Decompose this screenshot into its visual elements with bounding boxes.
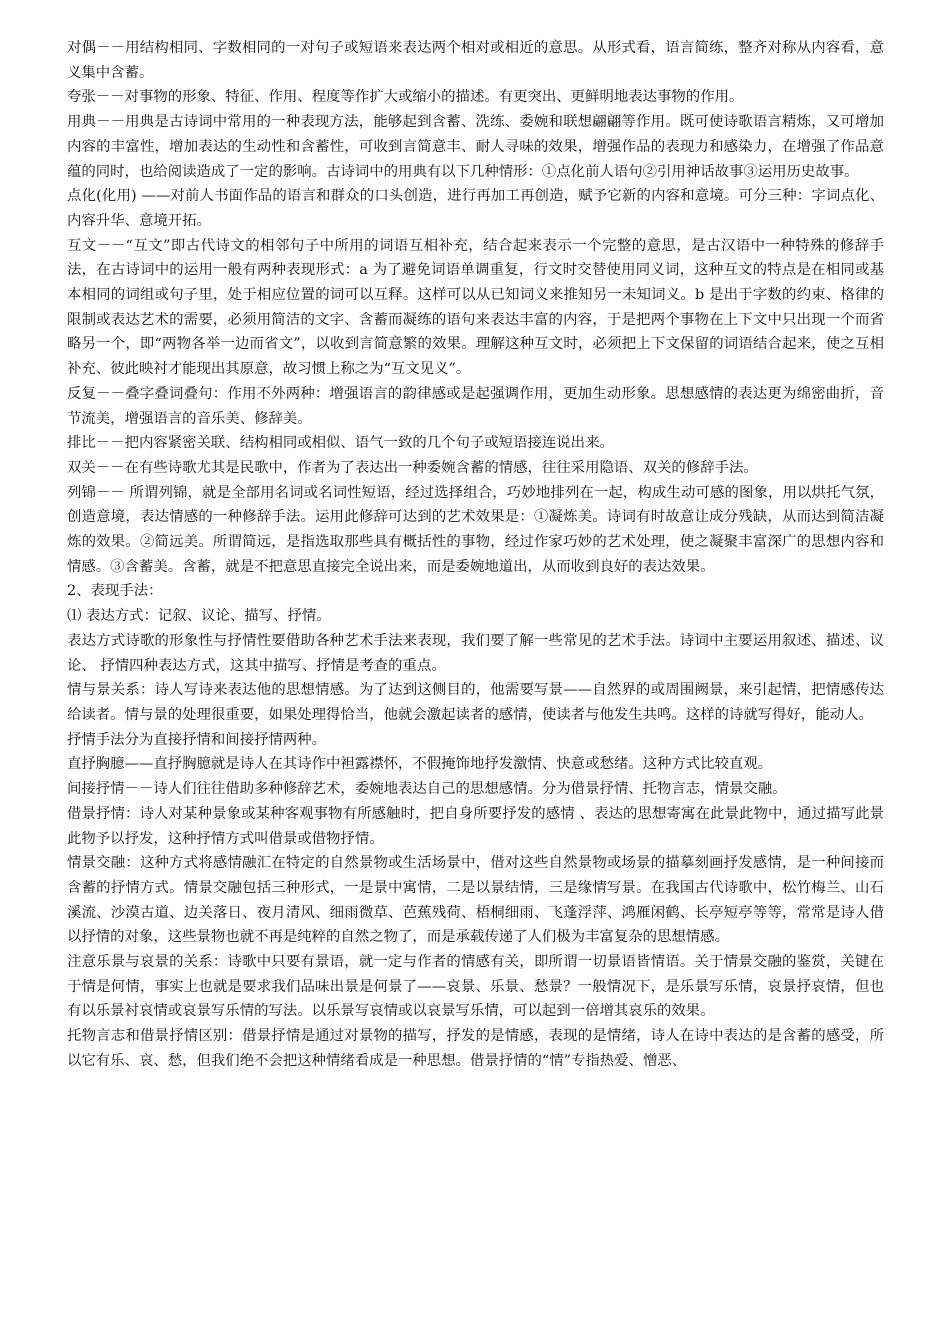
paragraph-tuowu-yanzhi: 托物言志和借景抒情区别：借景抒情是通过对景物的描写，抒发的是情感，表现的是情绪，诗人在诗中表达的是含蓄的感受，所以它有乐、哀、愁，但我们绝不会把这种情绪看成是一种思想。借景抒情的“情”专指热爱、憎恶、	[67, 1028, 884, 1069]
paragraph-yongdian: 用典－－用典是古诗词中常用的一种表现方法，能够起到含蓄、洗练、委婉和联想翩翩等作用。既可使诗歌语言精炼，又可增加内容的丰富性，增加表达的生动性和含蓄性，可收到言简意丰、耐人寻味的效果，增强作品的表现力和感染力，在增强了作品意蕴的同时，也给阅读造成了一定的影响。古诗词中的用典有以下几种情形：①点化前人语句②引用神话故事③运用历史故事。	[67, 114, 884, 180]
paragraph-shuangguan: 双关－－在有些诗歌尤其是民歌中，作者为了表达出一种委婉含蓄的情感，往往采用隐语、双关的修辞手法。	[67, 459, 758, 476]
paragraph-qingjing-guanxi: 情与景关系：诗人写诗来表达他的思想情感。为了达到这侧目的，他需要写景——自然界的或周围阙景，来引起情，把情感传达给读者。情与景的处理很重要，如果处理得恰当，他就会激起读者的感情，使读者与他发生共鸣。这样的诗就写得好，能动人。	[67, 682, 884, 723]
document-body	[67, 36, 884, 1074]
paragraph-liejin: 列锦－－ 所谓列锦，就是全部用名词或名词性短语，经过选择组合，巧妙地排列在一起，构成生动可感的图象，用以烘托气氛，创造意境，表达情感的一种修辞手法。运用此修辞可达到的艺术效果是：①凝炼美。诗词有时故意让成分残缺，从而达到简洁凝炼的效果。②简远美。所谓简远，是指选取那些具有概括性的事物，经过作家巧妙的艺术处理，使之凝聚丰富深广的思想内容和情感。③含蓄美。含蓄，就是不把意思直接完全说出来，而是委婉地道出，从而收到良好的表达效果。	[67, 484, 884, 575]
paragraph-biaoda-intro: 表达方式诗歌的形象性与抒情性要借助各种艺术手法来表现，我们要了解一些常见的艺术手法。诗词中主要运用叙述、描述、议论、 抒情四种表达方式，这其中描写、抒情是考查的重点。	[67, 632, 884, 674]
paragraph-lejing-aijing: 注意乐景与哀景的关系：诗歌中只要有景语，就一定与作者的情感有关，即所谓一切景语皆情语。关于情景交融的鉴赏，关键在于情是何情，事实上也就是要求我们品味出景是何景了——哀景、乐景、愁景？一般情况下，是乐景写乐情，哀景抒哀情，但也有以乐景衬哀情或哀景写乐情的写法。以乐景写哀情或以哀景写乐情，可以起到一倍增其哀乐的效果。	[67, 954, 884, 1020]
paragraph-huwen: 互文－－“互文”即古代诗文的相邻句子中所用的词语互相补充，结合起来表示一个完整的意思，是古汉语中一种特殊的修辞手法，在古诗词中的运用一般有两种表现形式：a 为了避免词语单调重复，行文时交替使用同义词，这种互文的特点是在相同或基本相同的词组或句子里，处于相应位置的词可以互释。这样可以从已知词义来推知另一未知词义。b 是出于字数的约束、格律的限制或表达艺术的需要，必须用简洁的文字、含蓄而凝练的语句来表达丰富的内容，于是把两个事物在上下文中只出现一个而省略另一个，即“两物各举一边而省文”，以收到言简意繁的效果。理解这种互文时，必须把上下文保留的词语结合起来，使之互相补充、彼此映衬才能现出其原意，故习惯上称之为“互文见义”。	[67, 237, 884, 378]
paragraph-dianhua: 点化(化用) ——对前人书面作品的语言和群众的口头创造，进行再加工再创造，赋予它新的内容和意境。可分三种：字词点化、内容升华、意境开拓。	[67, 188, 884, 229]
paragraph-kuazhang: 夸张－－对事物的形象、特征、作用、程度等作扩大或缩小的描述。有更突出、更鲜明地表达事物的作用。	[67, 89, 744, 106]
section-heading-biaoxian: 2、表现手法：	[67, 583, 163, 600]
paragraph-duiou: 对偶－－用结构相同、字数相同的一对句子或短语来表达两个相对或相近的意思。从形式看，语言简练，整齐对称从内容看，意义集中含蓄。	[67, 40, 884, 81]
paragraph-paibi: 排比－－把内容紧密关联、结构相同或相似、语气一致的几个句子或短语接连说出来。	[67, 435, 614, 452]
paragraph-biaoda-fangshi: ⑴ 表达方式：记叙、议论、描写、抒情。	[67, 608, 331, 625]
paragraph-shuqing-shoufa: 抒情手法分为直接抒情和间接抒情两种。	[67, 731, 327, 748]
paragraph-jianjie-shuqing: 间接抒情－－诗人们往往借助多种修辞艺术，委婉地表达自己的思想感情。分为借景抒情、托物言志，情景交融。	[67, 781, 787, 798]
paragraph-jiejing-shuqing: 借景抒情：诗人对某种景象或某种客观事物有所感触时，把自身所要抒发的感情 、表达的思想寄寓在此景此物中，通过描写此景此物予以抒发，这种抒情方式叫借景或借物抒情。	[67, 805, 884, 847]
paragraph-zhishu-xiongyi: 直抒胸臆——直抒胸臆就是诗人在其诗作中袒露襟怀，不假掩饰地抒发激情、快意或愁绪。这种方式比较直观。	[67, 756, 773, 773]
paragraph-qingjing-jiaorong: 情景交融：这种方式将感情融汇在特定的自然景物或生活场景中，借对这些自然景物或场景的描摹刻画抒发感情，是一种间接而含蓄的抒情方式。情景交融包括三种形式，一是景中寓情，二是以景结情，三是缘情写景。在我国古代诗歌中，松竹梅兰、山石溪流、沙漠古道、边关落日、夜月清风、细雨微草、芭蕉残荷、梧桐细雨、飞蓬浮萍、鸿雁闲鹤、长亭短亭等等，常常是诗人借以抒情的对象，这些景物也就不再是纯粹的自然之物了，而是承载传递了人们极为丰富复杂的思想情感。	[67, 855, 884, 946]
paragraph-fanfu: 反复－－叠字叠词叠句：作用不外两种：增强语言的韵律感或是起强调作用，更加生动形象。思想感情的表达更为绵密曲折，音节流美，增强语言的音乐美、修辞美。	[67, 385, 884, 427]
